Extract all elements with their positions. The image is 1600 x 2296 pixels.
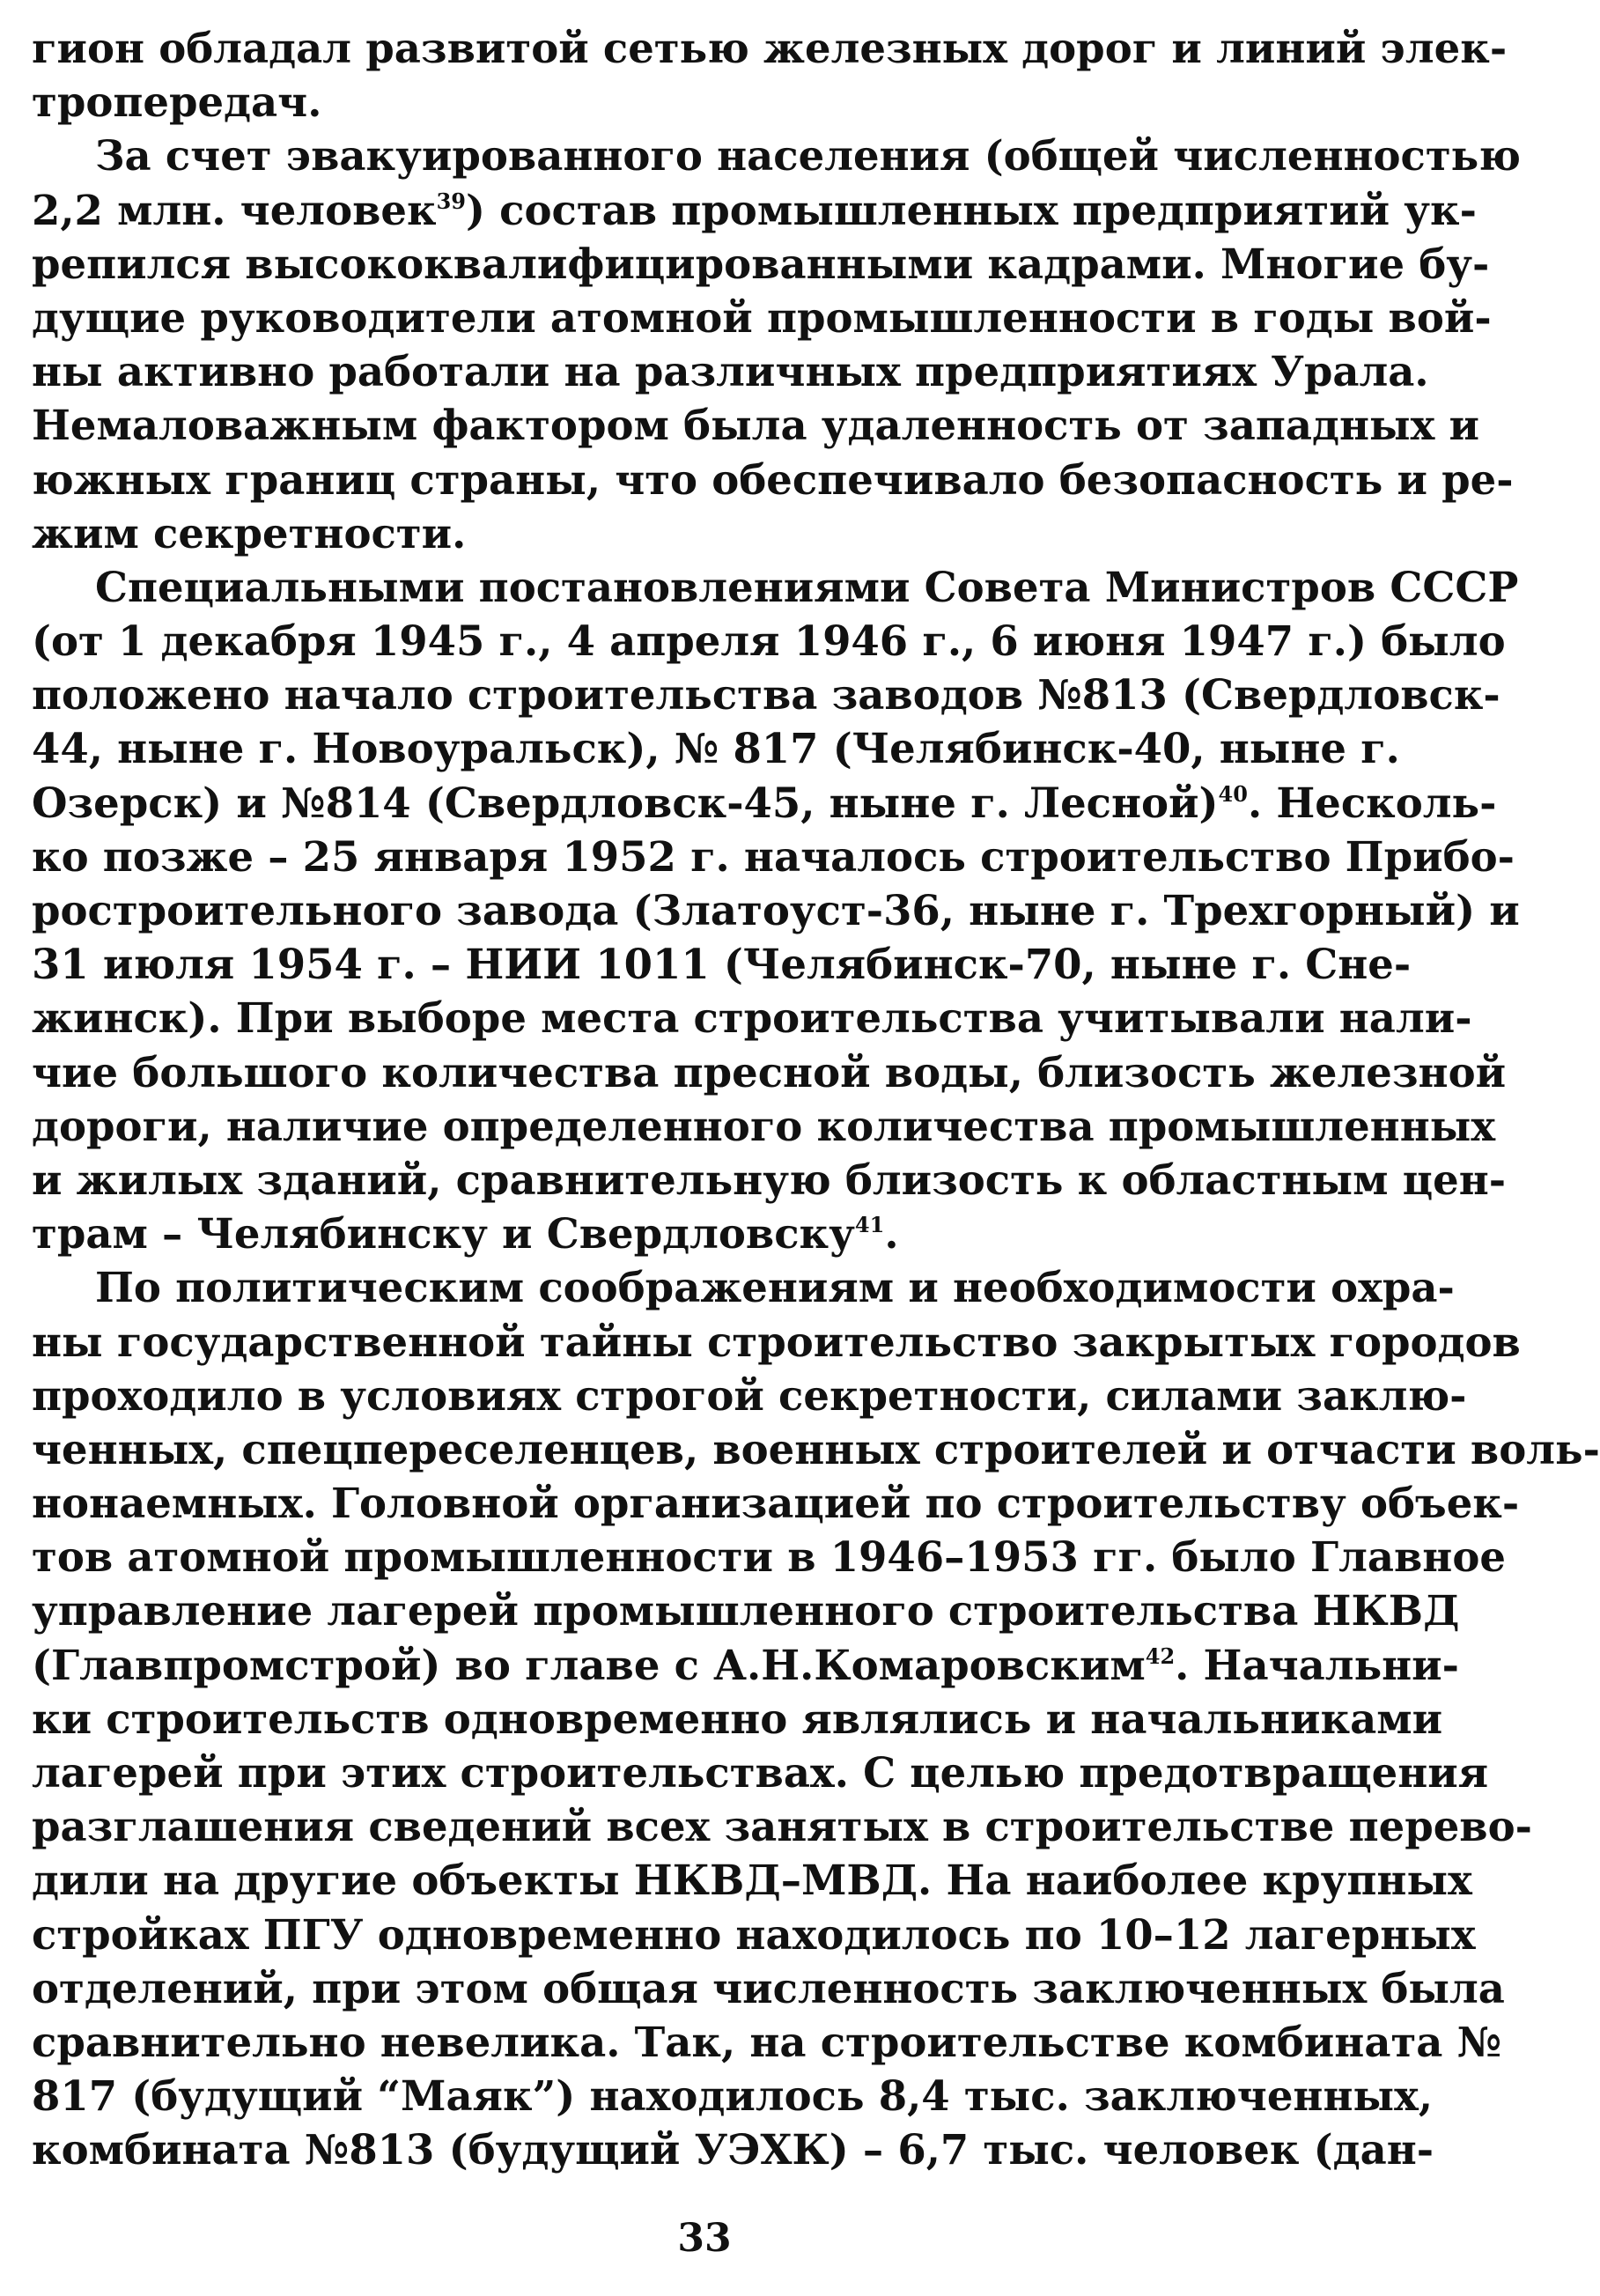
line-text: дили на другие объекты НКВД–МВД. На наиболее крупных — [32, 1856, 1472, 1905]
text-line — [32, 883, 1520, 937]
text-line — [32, 2123, 1434, 2176]
text-line — [32, 1422, 1600, 1476]
line-text: трам – Челябинску и Свердловску — [32, 1209, 855, 1259]
footnote-ref: 40 — [1218, 780, 1248, 807]
line-text: 817 (будущий “Маяк”) находилось 8,4 тыс. заключенных, — [32, 2071, 1434, 2121]
text-line — [32, 398, 1480, 452]
line-text: жинск). При выборе места строительства учитывали нали- — [32, 993, 1472, 1043]
text-line — [32, 1099, 1496, 1153]
line-text: По политическим соображениям и необходимости охра- — [95, 1263, 1455, 1312]
line-text-after: . Несколь- — [1247, 778, 1497, 827]
text-line — [32, 129, 1521, 182]
line-text: ростроительного завода (Златоуст-36, ныне г. Трехгорный) и — [32, 886, 1520, 934]
text-line — [32, 2015, 1502, 2069]
line-text: стройках ПГУ одновременно находилось по 10–12 лагерных — [32, 1909, 1476, 1959]
footnote-ref: 39 — [436, 188, 466, 214]
line-text: (от 1 декабря 1945 г., 4 апреля 1946 г., 6 июня 1947 г.) было — [32, 616, 1506, 666]
line-text: Специальными постановлениями Совета Министров СССР — [95, 562, 1519, 611]
line-text: положено начало строительства заводов №813 (Свердловск- — [32, 670, 1500, 720]
line-text: управление лагерей промышленного строительства НКВД — [32, 1586, 1460, 1635]
text-line — [32, 506, 1377, 560]
text-line — [32, 560, 1519, 614]
text-line — [32, 1153, 1507, 1207]
line-text: Озерск) и №814 (Свердловск-45, ныне г. Лесной) — [32, 778, 1219, 827]
text-line — [32, 75, 1377, 129]
line-text: Немаловажным фактором была удаленность от западных и — [32, 401, 1480, 450]
line-text-after: ) состав промышленных предприятий ук- — [465, 185, 1477, 234]
footnote-ref: 42 — [1145, 1643, 1176, 1669]
text-line — [32, 1692, 1443, 1746]
text-line — [32, 830, 1515, 883]
line-text: ко позже – 25 января 1952 г. началось строительство Прибо- — [32, 831, 1515, 881]
text-line — [32, 1584, 1460, 1637]
line-text: разглашения сведений всех занятых в строительстве перево- — [32, 1802, 1532, 1851]
line-text: и жилых зданий, сравнительную близость к областным цен- — [32, 1155, 1507, 1204]
line-text: 2,2 млн. человек — [32, 185, 437, 234]
footnote-ref: 41 — [854, 1212, 885, 1238]
text-line — [32, 1746, 1489, 1799]
line-text: ны активно работали на различных предприятиях Урала. — [32, 347, 1429, 396]
text-line — [32, 1638, 1459, 1692]
text-line — [32, 1045, 1507, 1099]
line-text-after: . — [884, 1209, 899, 1259]
text-line — [32, 453, 1514, 506]
line-text: южных границ страны, что обеспечивало безопасность и ре- — [32, 454, 1514, 504]
line-text: жим секретности. — [32, 508, 467, 557]
text-line — [32, 1315, 1521, 1369]
page-number: 33 — [677, 2216, 732, 2261]
text-line — [32, 1530, 1506, 1584]
line-text: (Главпромстрой) во главе с А.Н.Комаровским — [32, 1640, 1146, 1689]
text-line — [32, 183, 1477, 237]
line-text: отделений, при этом общая численность заключенных была — [32, 1963, 1505, 2012]
line-text: проходило в условиях строгой секретности, силами заклю- — [32, 1370, 1467, 1420]
line-text: ченных, спецпереселенцев, военных строителей и отчасти воль- — [32, 1424, 1600, 1473]
text-line — [32, 668, 1500, 721]
text-line — [32, 344, 1429, 398]
line-text: чие большого количества пресной воды, близость железной — [32, 1047, 1507, 1096]
line-text: гион обладал развитой сетью железных дорог и линий элек- — [32, 24, 1508, 72]
line-text: ны государственной тайны строительство закрытых городов — [32, 1317, 1521, 1366]
text-line — [32, 1908, 1476, 1961]
line-text: сравнительно невелика. Так, на строительстве комбината № — [32, 2017, 1502, 2066]
line-text: дущие руководители атомной промышленности в годы вой- — [32, 292, 1492, 342]
text-line — [32, 937, 1412, 991]
text-line — [32, 1369, 1467, 1422]
line-text: 31 июля 1954 г. – НИИ 1011 (Челябинск-70, ныне г. Сне- — [32, 940, 1412, 989]
line-text-after: . Начальни- — [1175, 1640, 1459, 1689]
text-line — [32, 1961, 1505, 2015]
line-text: ки строительств одновременно являлись и начальниками — [32, 1694, 1443, 1743]
text-line — [32, 776, 1497, 830]
text-line — [32, 21, 1508, 75]
text-line — [32, 1853, 1472, 1907]
text-line — [32, 2069, 1434, 2123]
page-body — [32, 21, 1600, 2177]
text-line — [32, 991, 1472, 1045]
line-text: нонаемных. Головной организацией по строительству объек- — [32, 1479, 1520, 1528]
text-line — [32, 721, 1400, 775]
text-line — [32, 614, 1506, 668]
text-line — [32, 1207, 1377, 1260]
line-text: 44, ныне г. Новоуральск), № 817 (Челябинск-40, ныне г. — [32, 724, 1400, 773]
line-text: тов атомной промышленности в 1946–1953 гг. было Главное — [32, 1532, 1506, 1582]
line-text: комбината №813 (будущий УЭХК) – 6,7 тыс. человек (дан- — [32, 2125, 1434, 2174]
line-text: лагерей при этих строительствах. С целью предотвращения — [32, 1748, 1489, 1797]
text-line — [32, 1476, 1520, 1530]
line-text: репился высококвалифицированными кадрами. Многие бу- — [32, 239, 1490, 288]
text-line — [32, 1260, 1455, 1314]
text-line — [32, 1799, 1532, 1853]
line-text: дороги, наличие определенного количества промышленных — [32, 1101, 1496, 1150]
text-line — [32, 237, 1490, 291]
line-text: За счет эвакуированного населения (общей численностью — [95, 131, 1521, 181]
line-text: тропередач. — [32, 78, 322, 127]
text-line — [32, 291, 1492, 344]
